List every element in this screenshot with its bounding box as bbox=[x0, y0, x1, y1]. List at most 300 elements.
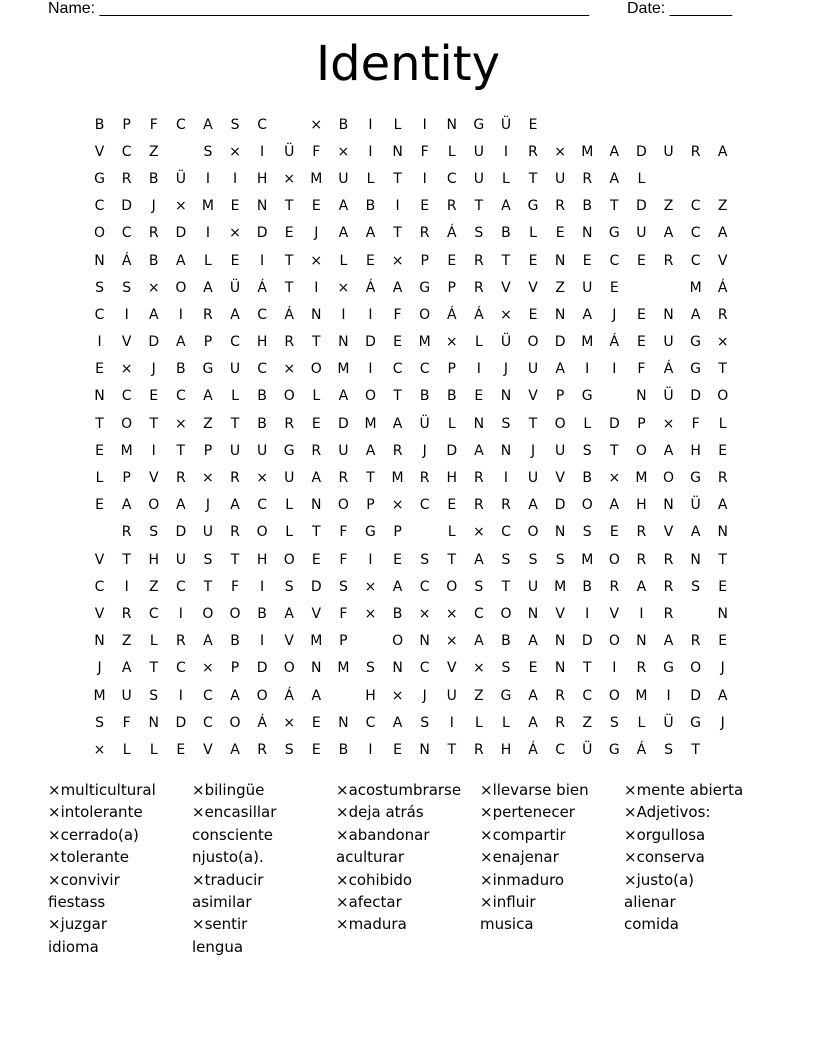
grid-letter: A bbox=[609, 170, 620, 187]
grid-letter: P bbox=[637, 415, 646, 432]
word-list-item: ×tolerante bbox=[48, 848, 129, 867]
grid-letter: C bbox=[501, 524, 511, 541]
grid-letter: E bbox=[528, 252, 538, 269]
grid-letter: G bbox=[94, 170, 105, 187]
grid-letter: L bbox=[95, 470, 104, 487]
grid-letter: A bbox=[230, 741, 240, 758]
grid-letter: N bbox=[392, 660, 403, 677]
word-list-column bbox=[624, 779, 768, 958]
grid-letter: I bbox=[368, 741, 373, 758]
grid-letter: I bbox=[260, 578, 265, 595]
grid-letter: Á bbox=[636, 741, 647, 758]
grid-letter: × bbox=[229, 225, 241, 242]
grid-letter: A bbox=[609, 497, 620, 514]
grid-row bbox=[86, 655, 736, 682]
grid-letter: R bbox=[636, 524, 647, 541]
grid-letter: O bbox=[690, 660, 702, 677]
grid-letter: C bbox=[175, 660, 186, 677]
grid-row bbox=[86, 573, 736, 600]
grid-letter: E bbox=[447, 497, 457, 514]
grid-letter: F bbox=[339, 551, 348, 568]
grid-letter: I bbox=[422, 170, 427, 187]
grid-letter: × bbox=[147, 279, 160, 296]
grid-letter: P bbox=[230, 660, 240, 677]
grid-letter: A bbox=[392, 415, 403, 432]
grid-letter: C bbox=[419, 578, 430, 595]
grid-letter: E bbox=[528, 116, 538, 133]
grid-letter: S bbox=[149, 524, 159, 541]
grid-letter: N bbox=[256, 198, 268, 215]
grid-letter: D bbox=[636, 143, 647, 160]
grid-letter: P bbox=[555, 388, 565, 405]
grid-letter: B bbox=[94, 116, 105, 133]
grid-letter: C bbox=[690, 225, 701, 242]
grid-letter: A bbox=[663, 633, 674, 650]
grid-letter: C bbox=[473, 605, 484, 622]
grid-letter: Z bbox=[474, 687, 484, 704]
grid-letter: F bbox=[149, 116, 158, 133]
grid-letter: R bbox=[717, 470, 728, 487]
grid-letter: L bbox=[447, 143, 456, 160]
grid-letter: P bbox=[122, 116, 131, 133]
grid-letter: G bbox=[283, 442, 295, 459]
grid-letter: × bbox=[283, 361, 296, 378]
grid-letter: Ü bbox=[419, 415, 430, 432]
grid-letter: I bbox=[639, 605, 644, 622]
word-list-item: ×encasillar bbox=[192, 803, 277, 822]
grid-letter: A bbox=[176, 497, 186, 514]
grid-letter: R bbox=[284, 415, 295, 432]
grid-letter: × bbox=[445, 605, 458, 622]
grid-letter: R bbox=[636, 660, 647, 677]
grid-letter: L bbox=[285, 497, 294, 514]
grid-letter: N bbox=[94, 388, 105, 405]
grid-letter: M bbox=[581, 143, 594, 160]
grid-letter: R bbox=[501, 497, 511, 514]
grid-letter: H bbox=[500, 741, 512, 758]
grid-letter bbox=[167, 144, 194, 160]
grid-letter: N bbox=[554, 252, 566, 269]
grid-letter: E bbox=[393, 551, 402, 568]
grid-row bbox=[86, 682, 736, 709]
grid-letter: C bbox=[582, 687, 593, 704]
grid-letter: T bbox=[176, 442, 186, 459]
grid-letter: I bbox=[97, 334, 102, 351]
date-field-label: Date: _______ bbox=[627, 0, 732, 17]
grid-letter: P bbox=[447, 361, 456, 378]
grid-letter: P bbox=[203, 442, 213, 459]
grid-letter: I bbox=[260, 143, 265, 160]
grid-letter: J bbox=[314, 225, 319, 242]
grid-letter: Á bbox=[257, 714, 267, 731]
grid-letter: Á bbox=[474, 306, 484, 323]
word-list-item: consciente bbox=[192, 825, 274, 844]
grid-letter: R bbox=[419, 470, 430, 487]
grid-letter: M bbox=[120, 442, 133, 459]
grid-letter bbox=[276, 117, 303, 133]
grid-letter: M bbox=[391, 470, 404, 487]
grid-letter: L bbox=[312, 388, 321, 405]
grid-letter: × bbox=[229, 143, 241, 160]
grid-letter: D bbox=[148, 334, 160, 351]
grid-letter: V bbox=[311, 605, 322, 622]
grid-letter: T bbox=[230, 415, 240, 432]
grid-letter: × bbox=[310, 116, 323, 133]
word-list-item: ×deja atrás bbox=[336, 803, 424, 822]
grid-letter: L bbox=[474, 714, 483, 731]
grid-letter: E bbox=[474, 388, 484, 405]
grid-letter: M bbox=[337, 660, 350, 677]
grid-letter: J bbox=[422, 442, 427, 459]
grid-letter: D bbox=[175, 225, 187, 242]
grid-letter: U bbox=[229, 442, 241, 459]
grid-letter: J bbox=[503, 361, 509, 378]
grid-letter: N bbox=[392, 143, 403, 160]
grid-letter: V bbox=[555, 605, 565, 622]
grid-letter: Á bbox=[284, 306, 294, 323]
grid-letter: S bbox=[582, 524, 592, 541]
grid-letter: E bbox=[393, 741, 402, 758]
grid-letter bbox=[655, 117, 682, 133]
grid-letter: B bbox=[257, 415, 267, 432]
grid-row bbox=[86, 220, 736, 247]
grid-letter: × bbox=[364, 605, 377, 622]
grid-letter: N bbox=[717, 605, 728, 622]
grid-letter: Á bbox=[121, 252, 132, 269]
grid-letter: O bbox=[256, 524, 268, 541]
grid-row bbox=[86, 600, 736, 627]
grid-letter: T bbox=[528, 170, 538, 187]
grid-letter: × bbox=[120, 361, 133, 378]
grid-letter: R bbox=[203, 306, 213, 323]
grid-letter: I bbox=[585, 361, 590, 378]
grid-letter: V bbox=[203, 741, 213, 758]
grid-letter: C bbox=[419, 660, 430, 677]
grid-letter: T bbox=[312, 524, 321, 541]
grid-letter: A bbox=[176, 334, 186, 351]
grid-letter: D bbox=[690, 388, 701, 405]
grid-letter: × bbox=[418, 605, 431, 622]
grid-letter: × bbox=[283, 714, 296, 731]
grid-letter: L bbox=[149, 633, 158, 650]
grid-letter: O bbox=[283, 660, 295, 677]
grid-letter: I bbox=[503, 470, 509, 487]
grid-letter: C bbox=[121, 143, 132, 160]
grid-letter: R bbox=[528, 143, 538, 160]
grid-letter: D bbox=[256, 660, 268, 677]
grid-letter: C bbox=[121, 225, 132, 242]
word-list-item: ×orgullosa bbox=[624, 825, 706, 844]
grid-letter: T bbox=[284, 279, 294, 296]
grid-letter: R bbox=[311, 442, 322, 459]
grid-letter: R bbox=[121, 524, 132, 541]
grid-letter: O bbox=[256, 687, 268, 704]
grid-letter: M bbox=[201, 198, 214, 215]
grid-letter: Ü bbox=[229, 279, 241, 296]
grid-letter: A bbox=[663, 225, 674, 242]
grid-letter: N bbox=[500, 388, 512, 405]
grid-letter: D bbox=[365, 334, 376, 351]
word-list-item: njusto(a). bbox=[192, 848, 264, 867]
grid-letter: P bbox=[366, 497, 375, 514]
grid-row bbox=[86, 709, 736, 736]
grid-letter: L bbox=[583, 415, 592, 432]
grid-letter: O bbox=[419, 306, 431, 323]
grid-letter: D bbox=[310, 578, 322, 595]
grid-letter: U bbox=[555, 170, 566, 187]
grid-letter: E bbox=[230, 198, 240, 215]
grid-letter: N bbox=[554, 633, 566, 650]
grid-letter: Ü bbox=[690, 497, 701, 514]
grid-letter: A bbox=[528, 714, 538, 731]
grid-letter: O bbox=[121, 415, 133, 432]
grid-letter: T bbox=[393, 170, 402, 187]
word-list-item: ×traducir bbox=[192, 870, 264, 889]
word-list bbox=[48, 779, 768, 958]
grid-letter: R bbox=[663, 551, 674, 568]
grid-letter: A bbox=[690, 306, 701, 323]
grid-letter: O bbox=[283, 551, 295, 568]
grid-letter: A bbox=[284, 605, 294, 622]
grid-letter: N bbox=[663, 497, 674, 514]
grid-letter: R bbox=[175, 470, 186, 487]
grid-letter: O bbox=[392, 633, 404, 650]
grid-letter: A bbox=[230, 687, 240, 704]
grid-letter: C bbox=[446, 170, 457, 187]
grid-letter: E bbox=[636, 306, 646, 323]
grid-letter: V bbox=[555, 470, 565, 487]
grid-letter: R bbox=[230, 524, 240, 541]
grid-letter: M bbox=[581, 334, 594, 351]
grid-letter: G bbox=[608, 741, 620, 758]
grid-letter: × bbox=[174, 415, 187, 432]
grid-letter: L bbox=[637, 714, 646, 731]
grid-letter: J bbox=[720, 660, 725, 677]
grid-letter: A bbox=[717, 143, 728, 160]
grid-letter: R bbox=[663, 252, 674, 269]
grid-letter: A bbox=[365, 442, 376, 459]
grid-letter: I bbox=[151, 442, 156, 459]
grid-letter: A bbox=[338, 225, 349, 242]
grid-letter: N bbox=[311, 306, 322, 323]
grid-row bbox=[86, 193, 736, 220]
grid-letter: E bbox=[528, 660, 538, 677]
grid-letter: V bbox=[501, 279, 511, 296]
grid-letter: S bbox=[230, 116, 240, 133]
grid-letter: G bbox=[473, 116, 485, 133]
grid-letter: R bbox=[230, 470, 240, 487]
grid-letter: B bbox=[230, 633, 240, 650]
grid-letter: I bbox=[314, 279, 319, 296]
grid-letter bbox=[601, 117, 628, 133]
grid-letter: A bbox=[365, 225, 376, 242]
grid-letter: E bbox=[311, 741, 321, 758]
grid-letter: A bbox=[474, 551, 484, 568]
grid-letter: R bbox=[473, 741, 484, 758]
grid-letter: × bbox=[174, 198, 187, 215]
grid-letter: B bbox=[257, 388, 267, 405]
grid-letter: I bbox=[178, 605, 183, 622]
grid-letter: N bbox=[338, 334, 349, 351]
grid-letter: Á bbox=[717, 279, 728, 296]
grid-letter: I bbox=[368, 116, 373, 133]
grid-letter: U bbox=[338, 170, 349, 187]
grid-row bbox=[86, 736, 736, 763]
grid-letter: Ü bbox=[500, 116, 512, 133]
grid-letter: C bbox=[94, 578, 105, 595]
word-list-item: ×abandonar bbox=[336, 825, 430, 844]
grid-letter: R bbox=[148, 225, 159, 242]
grid-letter: N bbox=[717, 524, 728, 541]
grid-letter: N bbox=[94, 252, 105, 269]
grid-letter bbox=[601, 388, 628, 404]
grid-letter: M bbox=[635, 470, 648, 487]
grid-letter: B bbox=[582, 470, 593, 487]
grid-letter: E bbox=[284, 225, 294, 242]
grid-letter: Ü bbox=[500, 334, 512, 351]
grid-letter: J bbox=[151, 361, 156, 378]
grid-row bbox=[86, 111, 736, 138]
grid-letter: L bbox=[502, 170, 510, 187]
grid-letter: T bbox=[393, 225, 402, 242]
grid-letter: L bbox=[393, 116, 402, 133]
grid-letter: G bbox=[663, 660, 674, 677]
grid-letter: N bbox=[554, 524, 566, 541]
grid-letter: A bbox=[148, 306, 159, 323]
grid-letter: N bbox=[419, 741, 430, 758]
grid-letter: C bbox=[94, 306, 105, 323]
grid-row bbox=[86, 546, 736, 573]
word-list-item: ×madura bbox=[336, 915, 407, 934]
grid-letter: O bbox=[364, 388, 376, 405]
grid-letter: A bbox=[392, 714, 403, 731]
grid-letter: O bbox=[229, 605, 241, 622]
grid-letter: V bbox=[717, 252, 728, 269]
grid-letter: D bbox=[608, 415, 620, 432]
grid-letter: T bbox=[149, 415, 159, 432]
grid-letter: U bbox=[473, 143, 484, 160]
grid-letter: T bbox=[610, 198, 619, 215]
grid-letter: B bbox=[257, 605, 267, 622]
grid-letter: T bbox=[284, 252, 294, 269]
grid-letter: I bbox=[260, 633, 265, 650]
grid-letter: S bbox=[338, 578, 348, 595]
grid-letter: I bbox=[260, 252, 265, 269]
grid-letter: A bbox=[121, 660, 132, 677]
grid-letter: N bbox=[554, 306, 566, 323]
grid-letter: × bbox=[202, 470, 214, 487]
grid-letter: S bbox=[582, 442, 592, 459]
grid-letter: Z bbox=[121, 633, 132, 650]
grid-row bbox=[86, 138, 736, 165]
grid-letter: J bbox=[720, 714, 725, 731]
grid-letter bbox=[357, 633, 384, 649]
grid-letter: O bbox=[283, 388, 295, 405]
grid-letter: L bbox=[149, 741, 158, 758]
grid-letter: O bbox=[94, 225, 106, 242]
grid-letter: B bbox=[501, 225, 511, 242]
grid-letter: J bbox=[97, 660, 102, 677]
grid-letter: D bbox=[554, 334, 566, 351]
word-list-column bbox=[336, 779, 480, 958]
grid-letter: × bbox=[472, 524, 485, 541]
word-list-item: ×acostumbrarse bbox=[336, 781, 462, 799]
grid-letter: J bbox=[151, 198, 156, 215]
grid-letter bbox=[628, 117, 655, 133]
grid-letter: E bbox=[230, 252, 240, 269]
word-search-grid bbox=[86, 111, 736, 764]
grid-letter: U bbox=[663, 143, 674, 160]
grid-row bbox=[86, 274, 736, 301]
grid-letter bbox=[411, 524, 438, 540]
grid-letter: × bbox=[500, 306, 512, 323]
grid-letter: C bbox=[175, 578, 186, 595]
page-title: Identity bbox=[316, 36, 500, 92]
grid-letter: U bbox=[527, 361, 539, 378]
grid-letter: E bbox=[95, 442, 104, 459]
grid-letter: S bbox=[284, 578, 294, 595]
word-list-item: idioma bbox=[48, 937, 99, 956]
grid-letter bbox=[86, 524, 113, 540]
grid-letter: N bbox=[527, 605, 539, 622]
grid-letter: G bbox=[608, 225, 620, 242]
grid-letter: G bbox=[365, 524, 376, 541]
grid-letter: N bbox=[581, 225, 593, 242]
grid-letter: G bbox=[690, 361, 702, 378]
grid-letter: I bbox=[368, 143, 373, 160]
grid-letter: F bbox=[312, 143, 321, 160]
grid-letter: U bbox=[555, 442, 566, 459]
grid-letter: V bbox=[148, 470, 159, 487]
grid-letter: × bbox=[391, 497, 404, 514]
word-list-column bbox=[480, 779, 624, 958]
word-list-item: ×cohibido bbox=[336, 870, 413, 889]
grid-letter: E bbox=[718, 578, 728, 595]
grid-letter: S bbox=[664, 741, 673, 758]
grid-letter: A bbox=[474, 442, 484, 459]
grid-letter bbox=[655, 280, 682, 296]
word-list-item: ×intolerante bbox=[48, 803, 143, 822]
grid-letter: C bbox=[257, 497, 267, 514]
grid-letter: O bbox=[229, 714, 241, 731]
grid-letter: C bbox=[392, 361, 403, 378]
grid-letter: E bbox=[95, 361, 104, 378]
grid-letter: T bbox=[149, 660, 159, 677]
grid-letter: I bbox=[205, 225, 210, 242]
grid-letter: × bbox=[364, 578, 377, 595]
grid-letter: B bbox=[338, 741, 349, 758]
grid-letter: P bbox=[420, 252, 429, 269]
grid-letter: T bbox=[447, 741, 457, 758]
grid-letter: C bbox=[121, 388, 132, 405]
grid-letter: E bbox=[311, 198, 321, 215]
grid-row bbox=[86, 519, 736, 546]
grid-letter: N bbox=[473, 415, 485, 432]
grid-letter: I bbox=[612, 361, 617, 378]
grid-letter: T bbox=[528, 415, 538, 432]
grid-letter: N bbox=[446, 116, 457, 133]
grid-letter: I bbox=[124, 306, 129, 323]
grid-letter: E bbox=[636, 334, 646, 351]
grid-letter: O bbox=[148, 497, 160, 514]
grid-letter: O bbox=[527, 524, 539, 541]
word-list-item: lengua bbox=[192, 937, 244, 956]
grid-letter: R bbox=[175, 633, 186, 650]
grid-letter: G bbox=[690, 470, 702, 487]
grid-letter: F bbox=[691, 415, 700, 432]
grid-letter: E bbox=[95, 497, 104, 514]
grid-letter: C bbox=[257, 361, 267, 378]
